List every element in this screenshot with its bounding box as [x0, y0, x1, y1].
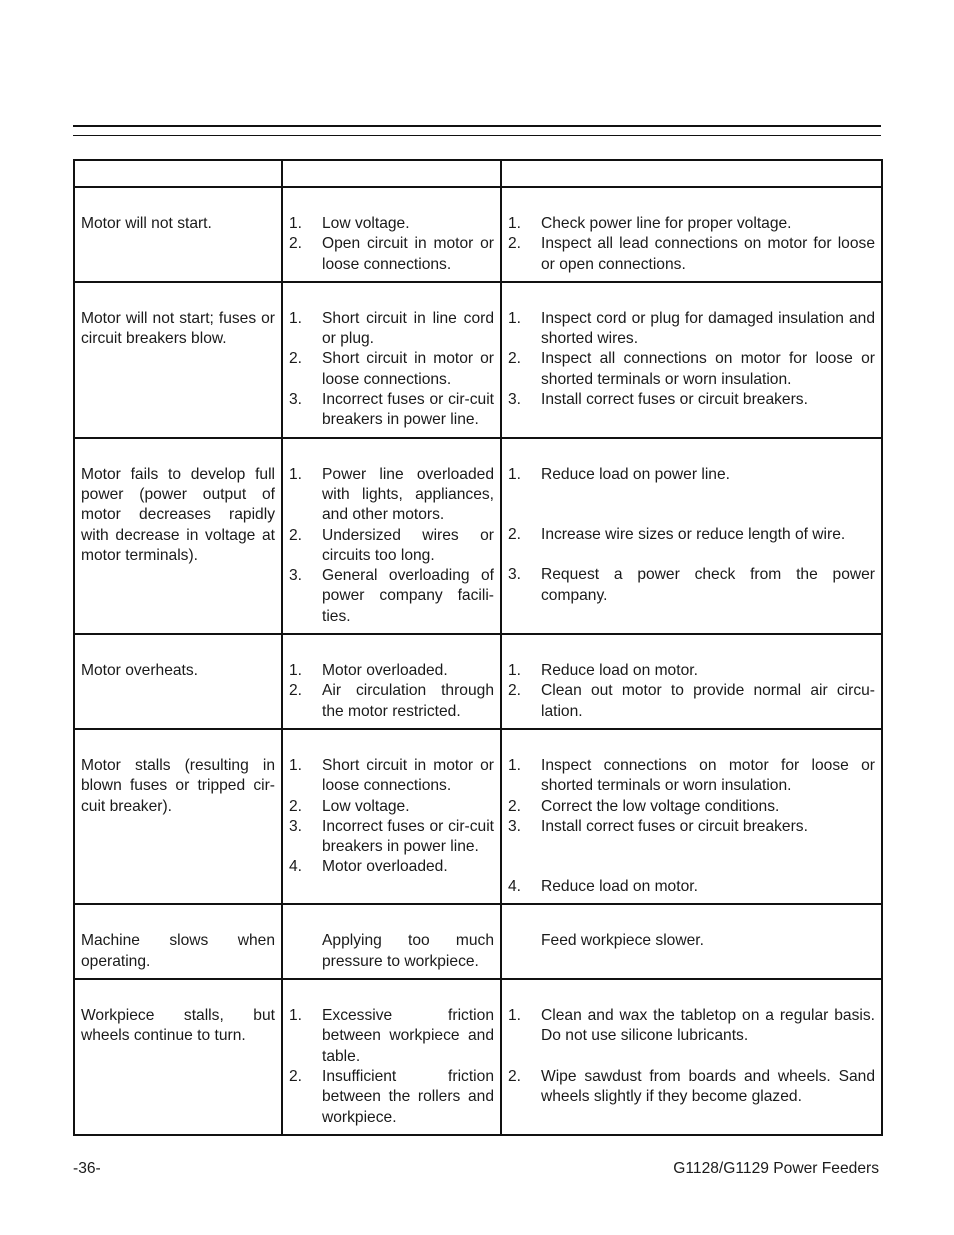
- symptom-cell: Motor overheats.: [74, 634, 282, 729]
- solution-item: 2. Wipe sawdust from boards and wheels. Sand wheels slightly if they become glazed.: [508, 1067, 875, 1105]
- solution-item: 2. Inspect all lead connections on motor for loose or open connections.: [508, 235, 875, 273]
- solution-cell: [501, 438, 882, 634]
- cause-item: 1. Motor overloaded.: [289, 662, 448, 680]
- cause-item: 2. Low voltage.: [289, 797, 410, 815]
- solution-item: 2. Inspect all connections on motor for loose or shorted terminals or worn insulation.: [508, 350, 875, 388]
- cause-item: Applying too much pressure to workpiece.: [322, 932, 494, 970]
- table-row: [74, 282, 882, 438]
- solution-cell: [501, 904, 882, 979]
- cause-item: 1. Short circuit in motor or loose connections.: [289, 756, 494, 795]
- symptom-cell: Motor will not start; fuses or circuit breakers blow.: [74, 282, 282, 438]
- table-row: [74, 634, 882, 729]
- symptom-cell: Motor fails to develop full power (power output of motor decreases rapidly with decrease in voltage at motor terminals).: [74, 438, 282, 634]
- solution-item: 3. Install correct fuses or circuit breakers.: [508, 391, 808, 409]
- cause-cell: [282, 729, 501, 904]
- troubleshooting-table: [73, 159, 883, 1136]
- cause-item: 3. General overloading of power company facili-ties.: [289, 567, 494, 625]
- header-possible-cause: [282, 160, 501, 187]
- cause-item: 1. Low voltage.: [289, 215, 410, 232]
- cause-item: 1. Power line overloaded with lights, appliances, and other motors.: [289, 465, 494, 524]
- cause-cell: [282, 187, 501, 282]
- solution-item: 1. Inspect connections on motor for loose or shorted terminals or worn insulation.: [508, 756, 875, 795]
- solution-item: 1. Clean and wax the tabletop on a regular basis. Do not use silicone lubricants.: [508, 1007, 875, 1045]
- cause-item: 2. Short circuit in motor or loose connections.: [289, 350, 494, 388]
- cause-item: 2. Air circulation through the motor restricted.: [289, 682, 494, 720]
- symptom-cell: Workpiece stalls, but wheels continue to turn.: [74, 979, 282, 1135]
- cause-cell: [282, 979, 501, 1135]
- cause-cell: [282, 634, 501, 729]
- table-row: [74, 438, 882, 634]
- table-row: [74, 187, 882, 282]
- solution-item: Feed workpiece slower.: [541, 932, 704, 950]
- cause-cell: [282, 904, 501, 979]
- symptom-cell: Machine slows when operating.: [74, 904, 282, 979]
- table-row: [74, 904, 882, 979]
- page-number: -36-: [73, 1160, 101, 1177]
- cause-item: 2. Undersized wires or circuits too long.: [289, 526, 494, 564]
- cause-cell: [282, 438, 501, 634]
- solution-cell: [501, 187, 882, 282]
- solution-item: 1. Inspect cord or plug for damaged insulation and shorted wires.: [508, 309, 875, 348]
- header-symptom: [74, 160, 282, 187]
- solution-item: 2. Correct the low voltage conditions.: [508, 797, 780, 815]
- table-header-row: [74, 160, 882, 187]
- symptom-cell: Motor stalls (resulting in blown fuses or tripped cir-cuit breaker).: [74, 729, 282, 904]
- solution-cell: [501, 729, 882, 904]
- header-rule-thin: [73, 135, 881, 136]
- solution-cell: [501, 282, 882, 438]
- manual-title: G1128/G1129 Power Feeders: [673, 1160, 879, 1177]
- symptom-cell: Motor will not start.: [74, 187, 282, 282]
- table-row: [74, 979, 882, 1135]
- header-possible-solution: [501, 160, 882, 187]
- solution-cell: [501, 634, 882, 729]
- solution-item: 3. Install correct fuses or circuit breakers.: [508, 817, 808, 835]
- solution-item: 2. Increase wire sizes or reduce length of wire.: [508, 525, 846, 543]
- header-rule-thick: [73, 125, 881, 127]
- cause-item: 3. Incorrect fuses or cir-cuit breakers in power line.: [289, 391, 494, 429]
- cause-item: 3. Incorrect fuses or cir-cuit breakers in power line.: [289, 817, 494, 856]
- cause-cell: [282, 282, 501, 438]
- cause-item: 4. Motor overloaded.: [289, 858, 448, 876]
- cause-item: 1. Short circuit in line cord or plug.: [289, 309, 494, 348]
- solution-cell: [501, 979, 882, 1135]
- solution-item: 1. Reduce load on power line.: [508, 465, 730, 483]
- cause-item: 1. Excessive friction between workpiece and table.: [289, 1007, 494, 1065]
- cause-item: 2. Insufficient friction between the rollers and workpiece.: [289, 1067, 494, 1126]
- solution-item: 1. Check power line for proper voltage.: [508, 215, 792, 232]
- solution-item: 4. Reduce load on motor.: [508, 878, 698, 896]
- solution-item: 3. Request a power check from the power company.: [508, 566, 875, 604]
- solution-item: 2. Clean out motor to provide normal air circu-lation.: [508, 682, 875, 720]
- cause-item: 2. Open circuit in motor or loose connections.: [289, 235, 494, 273]
- solution-item: 1. Reduce load on motor.: [508, 662, 698, 680]
- table-row: [74, 729, 882, 904]
